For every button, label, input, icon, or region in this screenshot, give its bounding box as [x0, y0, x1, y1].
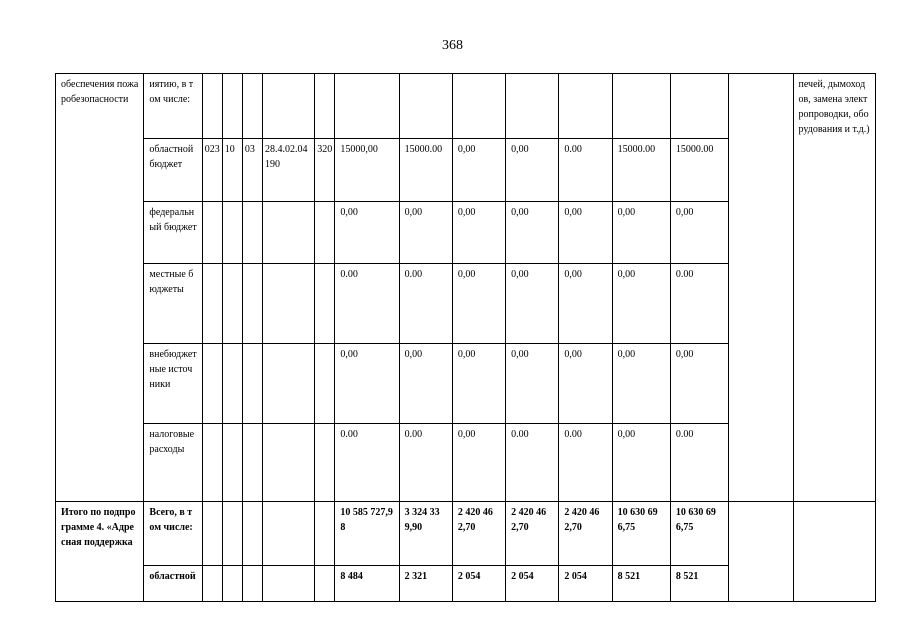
- total-value-cell: 10 585 727,98: [335, 502, 399, 566]
- code-cell: [262, 566, 314, 602]
- code-cell: [202, 502, 222, 566]
- value-cell: 0,00: [335, 344, 399, 424]
- total-value-cell: 8 521: [612, 566, 670, 602]
- code-cell: [222, 424, 242, 502]
- total-value-cell: 8 484: [335, 566, 399, 602]
- value-cell: [559, 74, 612, 139]
- code-cell: [262, 264, 314, 344]
- empty-cell: [729, 74, 793, 502]
- code-cell: 03: [242, 139, 262, 202]
- value-cell: [612, 74, 670, 139]
- value-cell: 0.00: [670, 424, 728, 502]
- code-cell: [315, 502, 335, 566]
- value-cell: 15000.00: [399, 139, 452, 202]
- value-cell: 0,00: [452, 264, 505, 344]
- code-cell: [242, 502, 262, 566]
- funding-source-cell: внебюджетные источники: [144, 344, 202, 424]
- total-value-cell: 2 054: [506, 566, 559, 602]
- code-cell: [202, 202, 222, 264]
- total-title-cell: Итого по подпрограмме 4. «Адресная поддержка: [56, 502, 144, 602]
- funding-source-cell: областной бюджет: [144, 139, 202, 202]
- value-cell: 15000,00: [335, 139, 399, 202]
- code-cell: [262, 202, 314, 264]
- value-cell: 0,00: [670, 202, 728, 264]
- code-cell: [222, 344, 242, 424]
- code-cell: [202, 566, 222, 602]
- value-cell: 0.00: [559, 424, 612, 502]
- total-value-cell: 2 321: [399, 566, 452, 602]
- funding-source-cell: налоговые расходы: [144, 424, 202, 502]
- code-cell: [222, 202, 242, 264]
- code-cell: [315, 202, 335, 264]
- code-cell: 10: [222, 139, 242, 202]
- value-cell: 15000.00: [670, 139, 728, 202]
- total-source-cell: Всего, в том числе:: [144, 502, 202, 566]
- code-cell: 023: [202, 139, 222, 202]
- code-cell: [242, 566, 262, 602]
- value-cell: 0.00: [335, 424, 399, 502]
- value-cell: 0,00: [335, 202, 399, 264]
- value-cell: 0,00: [452, 202, 505, 264]
- code-cell: [315, 424, 335, 502]
- total-value-cell: 8 521: [670, 566, 728, 602]
- funding-source-cell: иятию, в том числе:: [144, 74, 202, 139]
- code-cell: [262, 344, 314, 424]
- total-value-cell: 2 054: [559, 566, 612, 602]
- budget-table: [55, 73, 876, 602]
- code-cell: [315, 566, 335, 602]
- value-cell: 0,00: [506, 344, 559, 424]
- total-value-cell: 2 420 462,70: [452, 502, 505, 566]
- value-cell: 0,00: [506, 139, 559, 202]
- value-cell: 0.00: [399, 424, 452, 502]
- code-cell: 320: [315, 139, 335, 202]
- code-cell: [315, 344, 335, 424]
- total-row: [56, 502, 876, 566]
- code-cell: [222, 566, 242, 602]
- value-cell: 15000.00: [612, 139, 670, 202]
- value-cell: 0.00: [506, 424, 559, 502]
- value-cell: 0,00: [559, 264, 612, 344]
- value-cell: 0,00: [612, 424, 670, 502]
- value-cell: 0,00: [452, 139, 505, 202]
- value-cell: 0,00: [452, 424, 505, 502]
- value-cell: 0,00: [612, 264, 670, 344]
- code-cell: [315, 74, 335, 139]
- code-cell: [202, 264, 222, 344]
- value-cell: 0,00: [452, 344, 505, 424]
- code-cell: 28.4.02.04190: [262, 139, 314, 202]
- value-cell: [506, 74, 559, 139]
- total-value-cell: 10 630 696,75: [670, 502, 728, 566]
- code-cell: [242, 74, 262, 139]
- code-cell: [262, 502, 314, 566]
- code-cell: [202, 344, 222, 424]
- value-cell: 0,00: [559, 344, 612, 424]
- code-cell: [262, 424, 314, 502]
- code-cell: [202, 424, 222, 502]
- value-cell: 0,00: [612, 344, 670, 424]
- empty-cell: [793, 502, 875, 602]
- code-cell: [242, 202, 262, 264]
- value-cell: 0.00: [335, 264, 399, 344]
- code-cell: [222, 74, 242, 139]
- section-title-cell: обеспечения пожаробезопасности: [56, 74, 144, 502]
- total-value-cell: 3 324 339,90: [399, 502, 452, 566]
- total-source-cell: областной: [144, 566, 202, 602]
- table-row: [56, 74, 876, 139]
- value-cell: 0,00: [612, 202, 670, 264]
- funding-source-cell: федеральный бюджет: [144, 202, 202, 264]
- code-cell: [222, 502, 242, 566]
- value-cell: [452, 74, 505, 139]
- value-cell: [670, 74, 728, 139]
- value-cell: 0,00: [559, 202, 612, 264]
- code-cell: [242, 264, 262, 344]
- value-cell: [335, 74, 399, 139]
- value-cell: 0,00: [399, 344, 452, 424]
- total-value-cell: 10 630 696,75: [612, 502, 670, 566]
- code-cell: [222, 264, 242, 344]
- page-number: 368: [442, 38, 463, 53]
- empty-cell: [729, 502, 793, 602]
- value-cell: 0.00: [670, 264, 728, 344]
- code-cell: [262, 74, 314, 139]
- value-cell: 0.00: [559, 139, 612, 202]
- code-cell: [315, 264, 335, 344]
- total-value-cell: 2 420 462,70: [559, 502, 612, 566]
- value-cell: 0,00: [670, 344, 728, 424]
- funding-source-cell: местные бюджеты: [144, 264, 202, 344]
- value-cell: [399, 74, 452, 139]
- total-value-cell: 2 420 462,70: [506, 502, 559, 566]
- value-cell: 0,00: [506, 264, 559, 344]
- note-cell: печей, дымоходов, замена электропроводки, оборудования и т.д.): [793, 74, 875, 502]
- total-value-cell: 2 054: [452, 566, 505, 602]
- code-cell: [242, 344, 262, 424]
- code-cell: [202, 74, 222, 139]
- value-cell: 0,00: [506, 202, 559, 264]
- value-cell: 0,00: [399, 202, 452, 264]
- value-cell: 0.00: [399, 264, 452, 344]
- code-cell: [242, 424, 262, 502]
